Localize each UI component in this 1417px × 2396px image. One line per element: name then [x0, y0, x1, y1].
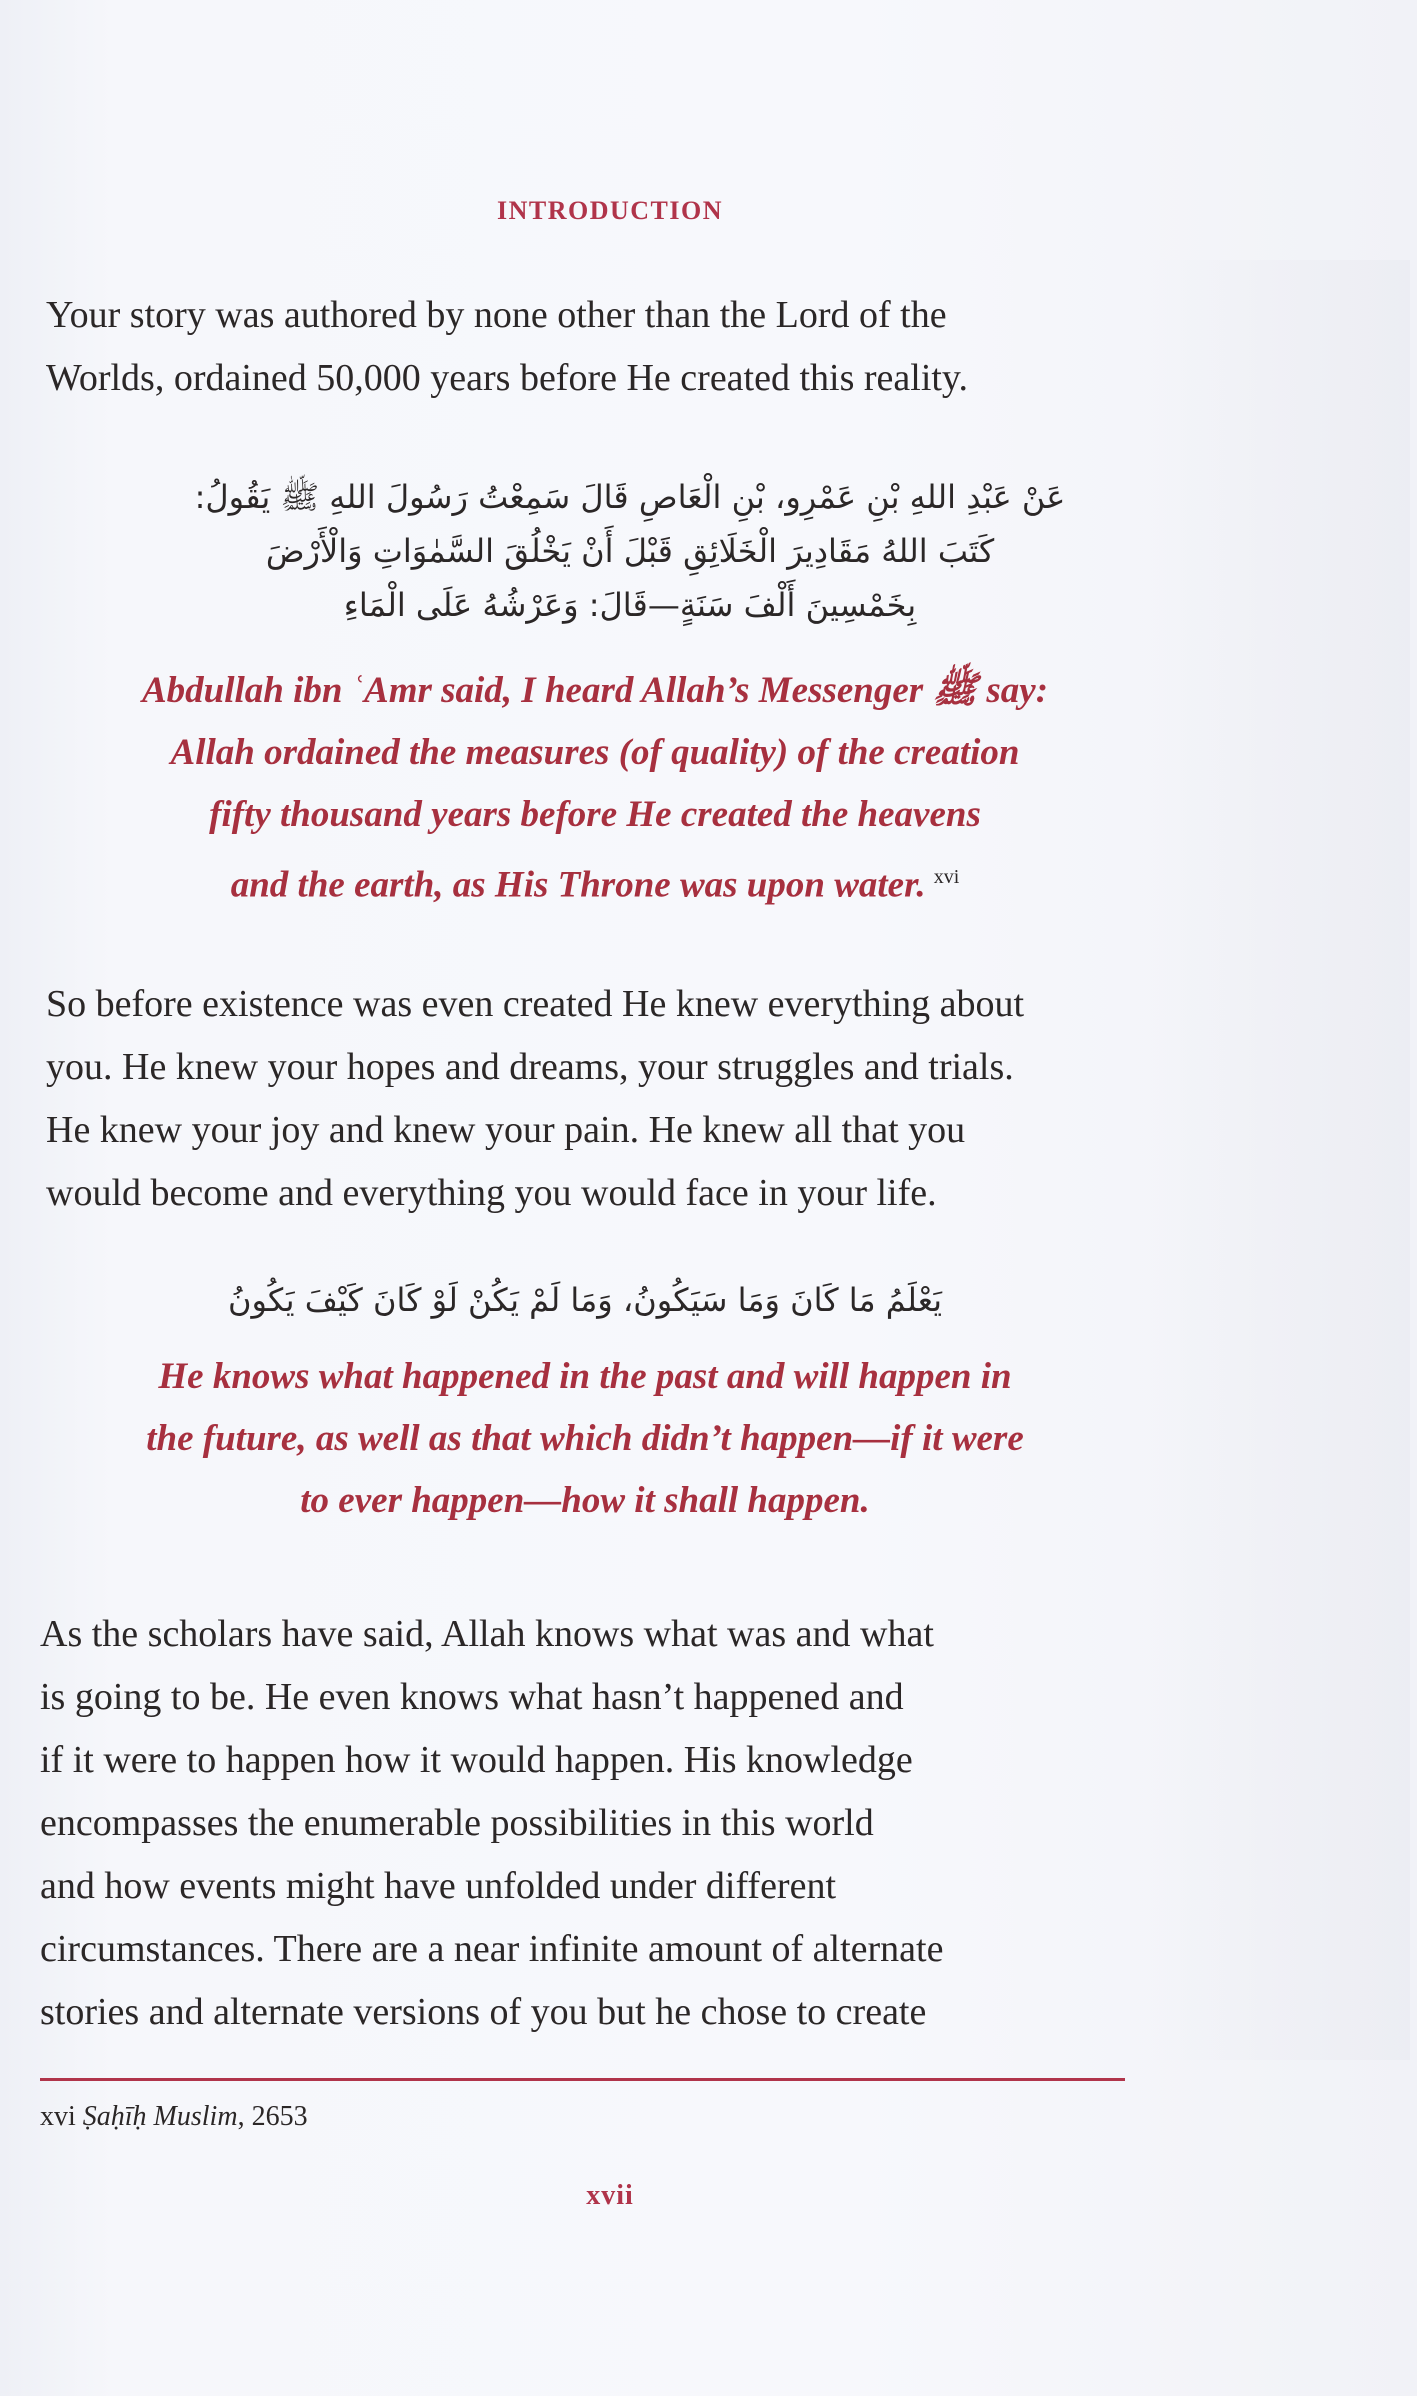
translation-line: Abdullah ibn ʿAmr said, I heard Allah’s Messenger ﷺ say:	[141, 670, 1049, 711]
paragraph-line: and how events might have unfolded under different	[40, 1865, 837, 1907]
arabic-line: بِخَمْسِينَ أَلْفَ سَنَةٍ—قَالَ: وَعَرْشُهُ عَلَى الْمَاءِ	[343, 586, 917, 624]
paragraph-line: encompasses the enumerable possibilities in this world	[40, 1802, 874, 1844]
hadith-1-arabic	[180, 470, 1080, 632]
hadith-1-translation	[40, 660, 1150, 916]
footnote-marker: xvi	[40, 2101, 76, 2132]
translation-line: fifty thousand years before He created the heavens	[209, 794, 981, 835]
paragraph-line: is going to be. He even knows what hasn’t happened and	[40, 1676, 904, 1718]
arabic-line: يَعْلَمُ مَا كَانَ وَمَا سَيَكُونُ، وَمَا لَمْ يَكُنْ لَوْ كَانَ كَيْفَ يَكُونُ	[227, 1281, 943, 1319]
paragraph-line: He knew your joy and knew your pain. He knew all that you	[46, 1109, 966, 1151]
paragraph-line: would become and everything you would face in your life.	[46, 1172, 937, 1214]
paragraph-3	[40, 1603, 1120, 2044]
hadith-2-arabic	[150, 1273, 1020, 1327]
arabic-line: كَتَبَ اللهُ مَقَادِيرَ الْخَلَائِقِ قَبْلَ أَنْ يَخْلُقَ السَّمٰوَاتِ وَالْأَرْضَ	[265, 532, 995, 570]
paragraph-line: if it were to happen how it would happen. His knowledge	[40, 1739, 913, 1781]
translation-line: the future, as well as that which didn’t happen—if it were	[146, 1418, 1024, 1459]
arabic-line: عَنْ عَبْدِ اللهِ بْنِ عَمْرِو، بْنِ الْعَاصِ قَالَ سَمِعْتُ رَسُولَ اللهِ ﷺ يَقُولُ:	[194, 478, 1066, 516]
facing-page-bleed-through	[1150, 260, 1410, 2060]
paragraph-2	[46, 973, 1156, 1225]
footnote-source: Ṣaḥīḥ Muslim	[82, 2101, 238, 2132]
translation-line: He knows what happened in the past and will happen in	[158, 1356, 1012, 1397]
paragraph-1	[46, 284, 1136, 410]
paragraph-line: stories and alternate versions of you but he chose to create	[40, 1991, 927, 2033]
hadith-2-translation	[40, 1346, 1130, 1532]
translation-line: Allah ordained the measures (of quality) of the creation	[170, 732, 1020, 773]
footnote-number: , 2653	[237, 2101, 308, 2132]
translation-line: to ever happen—how it shall happen.	[300, 1480, 870, 1521]
page-number: xvii	[586, 2180, 634, 2211]
translation-line: and the earth, as His Throne was upon water.	[230, 864, 926, 906]
footnote-rule	[40, 2078, 1125, 2081]
paragraph-line: Worlds, ordained 50,000 years before He created this reality.	[46, 357, 968, 399]
paragraph-line: As the scholars have said, Allah knows what was and what	[40, 1613, 934, 1655]
footnote	[40, 2097, 308, 2137]
paragraph-line: circumstances. There are a near infinite amount of alternate	[40, 1928, 944, 1970]
paragraph-line: Your story was authored by none other than the Lord of the	[46, 294, 947, 336]
running-head: INTRODUCTION	[496, 196, 724, 225]
paragraph-line: you. He knew your hopes and dreams, your struggles and trials.	[46, 1046, 1014, 1088]
translation-line-with-ref	[40, 846, 1150, 916]
footnote-reference[interactable]: xvi	[933, 866, 960, 888]
paragraph-line: So before existence was even created He knew everything about	[46, 983, 1025, 1025]
